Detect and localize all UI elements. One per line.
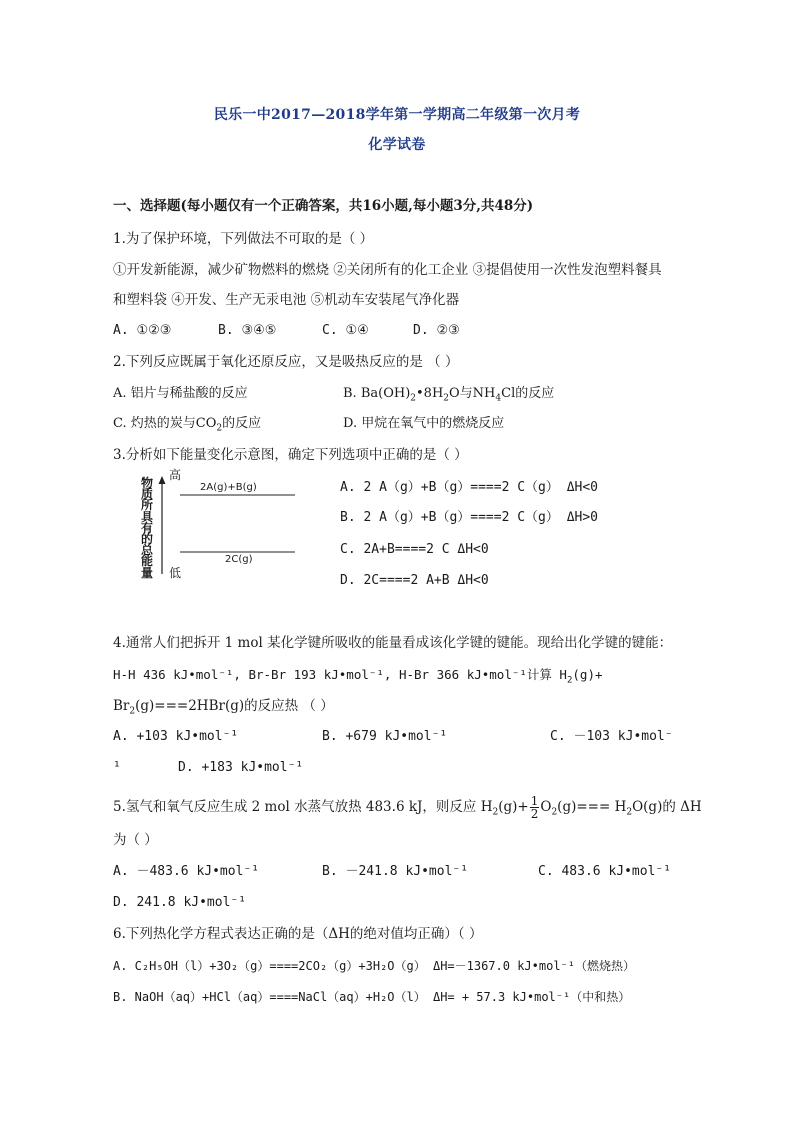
question-2-option-b: B. $Ba(OH)_2•8H_2O$与$NH_4Cl$的反应 [343,386,555,404]
question-2-option-a: A. 铝片与稀盐酸的反应 [113,386,248,401]
lower-energy-level-label: 2C(g) [225,554,253,565]
question-4-option-c: C. －103 kJ•mol⁻ [550,729,673,744]
axis-label-char: 物 [140,476,153,490]
axis-high-label: 高 [168,468,181,482]
question-4-option-d: D. +183 kJ•mol⁻¹ [178,760,304,775]
axis-label-char: 质 [140,487,153,502]
question-2-option-c: C. 灼热的炭与$CO_2$的反应 [113,416,262,434]
axis-label-char: 有 [140,520,153,535]
exam-title: 民乐一中2017—2018学年第一学期高二年级第一次月考 [213,107,581,123]
axis-label-char: 具 [140,509,153,524]
energy-level-diagram [140,470,310,582]
question-4-line1: H-H 436 kJ•mol⁻¹, Br-Br 193 kJ•mol⁻¹, H-Br 366 kJ•mol⁻¹计算 $H_2(g)+$ [113,667,603,686]
question-1-line1: ①开发新能源，减少矿物燃料的燃烧 ②关闭所有的化工企业 ③提倡使用一次性发泡塑料餐具 [113,262,662,278]
question-3-option-c: C. 2A+B====2 C ΔH<0 [340,542,489,557]
question-6-stem: 6.下列热化学方程式表达正确的是（ΔH的绝对值均正确）（ ） [113,926,483,942]
axis-label-char: 总 [140,543,153,558]
axis-label-char: 的 [140,532,153,546]
question-4-option-a: A. +103 kJ•mol⁻¹ [113,729,239,744]
section-heading: 一、选择题(每小题仅有一个正确答案，共16小题,每小题3分,共48分) [113,198,534,214]
question-6-option-b: B. NaOH（aq）+HCl（aq）====NaCl（aq）+H₂O（l） ΔH= + 57.3 kJ•mol⁻¹（中和热） [113,990,631,1004]
axis-label-char: 所 [140,498,153,513]
question-3-option-b: B. 2 A（g）+B（g）====2 C（g） ΔH>0 [340,510,599,525]
exam-subtitle: 化学试卷 [368,137,426,153]
question-5-option-a: A. －483.6 kJ•mol⁻¹ [113,864,260,879]
question-4-option-b: B. +679 kJ•mol⁻¹ [322,729,448,744]
question-2-option-d: D. 甲烷在氧气中的燃烧反应 [343,416,505,431]
question-6-option-a: A. C₂H₅OH（l）+3O₂（g）====2CO₂（g）+3H₂O（g） ΔH=－1367.0 kJ•mol⁻¹（燃烧热） [113,959,636,973]
question-5-line2: 为（ ） [113,832,158,848]
question-4-line2: $Br_2(g)===2HBr(g)$的反应热 （ ） [113,698,334,717]
fraction-one-half: $\frac{1}{2}$ [530,794,539,821]
question-1-stem: 1.为了保护环境，下列做法不可取的是（ ） [113,231,374,247]
upper-energy-level-label: 2A(g)+B(g) [200,482,257,493]
question-3-option-a: A. 2 A（g）+B（g）====2 C（g） ΔH<0 [340,480,599,495]
axis-label-char: 量 [140,565,153,580]
question-2-stem: 2.下列反应既属于氧化还原反应，又是吸热反应的是 （ ） [113,354,459,370]
question-3-stem: 3.分析如下能量变化示意图，确定下列选项中正确的是（ ） [113,447,468,463]
question-5-option-c: C. 483.6 kJ•mol⁻¹ [538,864,672,879]
question-5-option-b: B. －241.8 kJ•mol⁻¹ [322,864,469,879]
axis-label-char: 能 [140,554,153,569]
question-1-line2: 和塑料袋 ④开发、生产无汞电池 ⑤机动车安装尾气净化器 [113,292,460,308]
question-4-option-c-continued: ¹ [113,760,121,775]
axis-low-label: 低 [168,566,181,580]
question-1-option-a: A. ①②③ [113,323,172,338]
question-3-option-d: D. 2C====2 A+B ΔH<0 [340,573,489,588]
question-1-option-b: B. ③④⑤ [218,323,277,338]
question-1-option-d: D. ②③ [413,323,460,338]
question-4-stem: 4.通常人们把拆开 1 mol 某化学键所吸收的能量看成该化学键的键能。现给出化学键的键能： [113,635,673,651]
question-5-stem: 5.氢气和氧气反应生成 2 mol 水蒸气放热 483.6 kJ，则反应 $H_2(g)+$ $\frac{1}{2}$ $O_2(g)=== H_2O(g)$的 ΔH [113,794,702,821]
question-1-option-c: C. ①④ [322,323,369,338]
question-5-option-d: D. 241.8 kJ•mol⁻¹ [113,895,247,910]
